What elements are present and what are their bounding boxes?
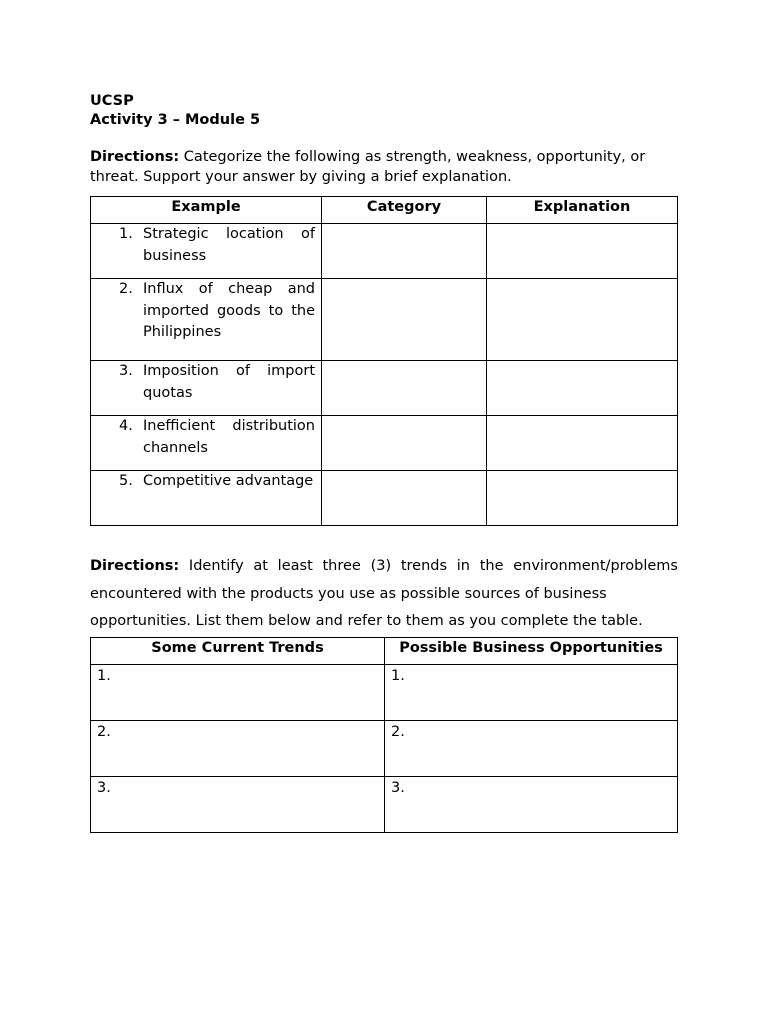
header-current-trends: Some Current Trends [91, 638, 385, 665]
table-row [91, 279, 678, 361]
header-category: Category [322, 197, 487, 224]
explanation-cell[interactable] [487, 471, 678, 526]
trend-cell[interactable]: 1. [91, 665, 385, 721]
table-row [91, 471, 678, 526]
directions-1-label: Directions: [90, 149, 180, 165]
explanation-cell[interactable] [487, 361, 678, 416]
category-cell[interactable] [322, 224, 487, 279]
trends-table [90, 637, 678, 833]
example-number: 2. [119, 281, 133, 297]
example-cell [91, 416, 322, 471]
example-text: Inefficient distribution channels [143, 418, 315, 456]
header-business-opportunities: Possible Business Opportunities [385, 638, 678, 665]
example-cell [91, 361, 322, 416]
opportunity-cell[interactable]: 2. [385, 721, 678, 777]
example-text: Strategic location of business [143, 226, 315, 264]
swot-table-header-row [91, 197, 678, 224]
category-cell[interactable] [322, 416, 487, 471]
example-text: Influx of cheap and imported goods to the Philippines [143, 281, 315, 340]
directions-2-label: Directions: [90, 558, 180, 574]
header-explanation: Explanation [487, 197, 678, 224]
table-row [91, 777, 678, 833]
trend-cell[interactable]: 2. [91, 721, 385, 777]
example-number: 5. [119, 473, 133, 489]
activity-title: Activity 3 – Module 5 [90, 112, 261, 128]
table-row [91, 721, 678, 777]
table-row [91, 361, 678, 416]
directions-2 [90, 553, 678, 636]
example-cell [91, 224, 322, 279]
example-cell [91, 471, 322, 526]
category-cell[interactable] [322, 279, 487, 361]
example-number: 4. [119, 418, 133, 434]
opportunity-cell[interactable]: 3. [385, 777, 678, 833]
header-example: Example [91, 197, 322, 224]
opportunity-cell[interactable]: 1. [385, 665, 678, 721]
example-text: Competitive advantage [143, 473, 314, 489]
explanation-cell[interactable] [487, 279, 678, 361]
trend-cell[interactable]: 3. [91, 777, 385, 833]
directions-1-text: Categorize the following as strength, weakness, opportunity, or threat. Support your answer by giving a brief explanation. [90, 149, 646, 185]
table-row [91, 665, 678, 721]
example-text: Imposition of import quotas [143, 363, 315, 401]
explanation-cell[interactable] [487, 416, 678, 471]
table-row [91, 224, 678, 279]
subject-title: UCSP [90, 93, 134, 109]
category-cell[interactable] [322, 471, 487, 526]
directions-2-text: Identify at least three (3) trends in the environment/problems encountered with the products you use as possible sources of business [90, 558, 678, 602]
directions-1 [90, 147, 678, 187]
swot-table [90, 196, 678, 526]
example-number: 1. [119, 226, 133, 242]
example-cell [91, 279, 322, 361]
explanation-cell[interactable] [487, 224, 678, 279]
category-cell[interactable] [322, 361, 487, 416]
directions-2-last-line: opportunities. List them below and refer to them as you complete the table. [90, 613, 643, 629]
example-number: 3. [119, 363, 133, 379]
table-row [91, 416, 678, 471]
trends-table-header-row [91, 638, 678, 665]
